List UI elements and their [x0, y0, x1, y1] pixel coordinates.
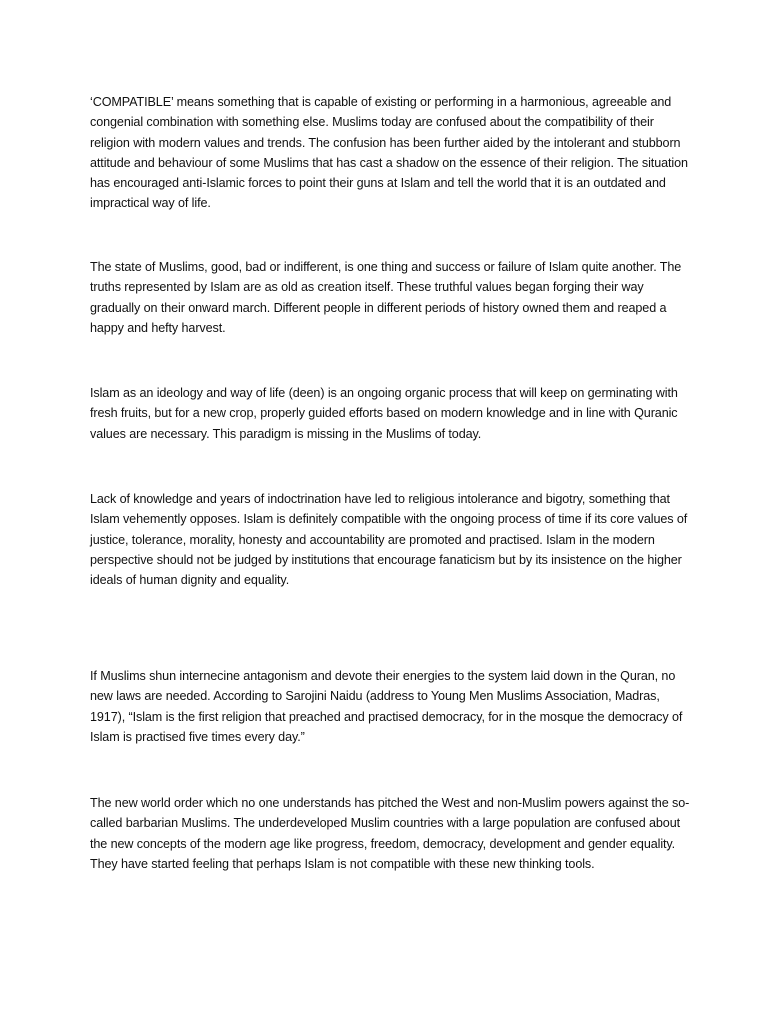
paragraph-compatible-definition: ‘COMPATIBLE’ means something that is capable of existing or performing in a harmonious, agreeable and congenial combination with something else. Muslims today are confused about the compatibility of their religion with modern values and trends. The confusion has been further aided by the intolerant and stubborn attitude and behaviour of some Muslims that has cast a shadow on the essence of their religion. The situation has encouraged anti-Islamic forces to point their guns at Islam and tell the world that it is an outdated and impractical way of life. [90, 95, 688, 211]
paragraph-sarojini-naidu-quote: If Muslims shun internecine antagonism and devote their energies to the system laid down in the Quran, no new laws are needed. According to Sarojini Naidu (address to Young Men Muslims Association, Madras, 1917), “Islam is the first religion that preached and practised democracy, for in the mosque the democracy of Islam is practised five times every day.” [90, 669, 683, 744]
paragraph-state-of-muslims: The state of Muslims, good, bad or indifferent, is one thing and success or failure of Islam quite another. The truths represented by Islam are as old as creation itself. These truthful values began forging their way gradually on their onward march. Different people in different periods of history owned them and reaped a happy and hefty harvest. [90, 260, 682, 335]
paragraph-islam-as-ideology: Islam as an ideology and way of life (deen) is an ongoing organic process that will keep on germinating with fresh fruits, but for a new crop, properly guided efforts based on modern knowledge and in line with Quranic values are necessary. This paradigm is missing in the Muslims of today. [90, 386, 678, 441]
paragraph-lack-of-knowledge: Lack of knowledge and years of indoctrination have led to religious intolerance and bigotry, something that Islam vehemently opposes. Islam is definitely compatible with the ongoing process of time if its core values of justice, tolerance, morality, honesty and accountability are promoted and practised. Islam in the modern perspective should not be judged by institutions that encourage fanaticism but by its insistence on the higher ideals of human dignity and equality. [90, 492, 688, 588]
paragraph-new-world-order: The new world order which no one understands has pitched the West and non-Muslim powers against the so-called barbarian Muslims. The underdeveloped Muslim countries with a large population are confused about the new concepts of the modern age like progress, freedom, democracy, development and gender equality. They have started feeling that perhaps Islam is not compatible with these new thinking tools. [90, 796, 690, 871]
